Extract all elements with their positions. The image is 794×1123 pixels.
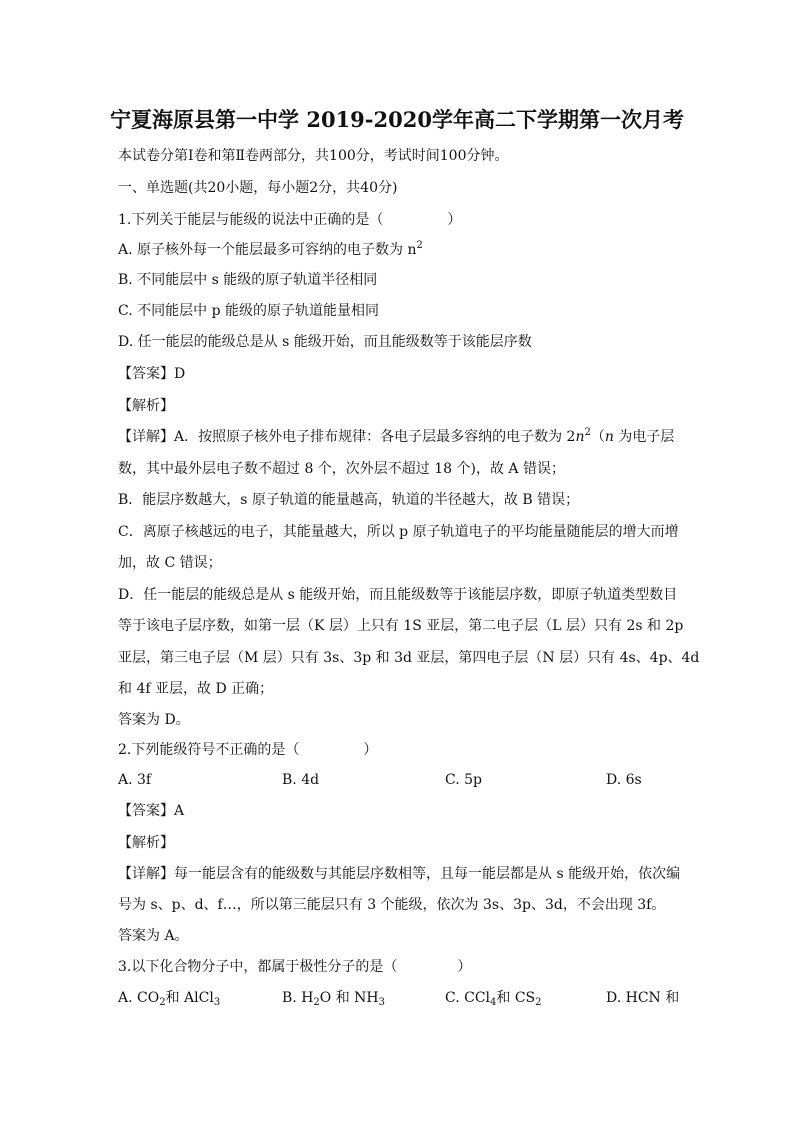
- q1-option-a: A. 原子核外每一个能层最多可容纳的电子数为 $n^2$: [118, 240, 423, 258]
- q1-option-d: D. 任一能层的能级总是从 s 能级开始，而且能级数等于该能层序数: [118, 334, 532, 350]
- q1-detail-line-2: 数，其中最外层电子数不超过 8 个，次外层不超过 18 个)，故 A 错误；: [118, 461, 565, 477]
- q1-analysis-label: 【解析】: [118, 398, 174, 414]
- q1-answer: 【答案】D: [118, 366, 186, 382]
- q1-detail-line-6: D．任一能层的能级总是从 s 能级开始，而且能级数等于该能层序数，即原子轨道类型数目: [118, 587, 678, 603]
- q1-detail-line-7: 等于该电子层序数，如第一层（K 层）上只有 1S 亚层，第二电子层（L 层）只有 2s 和 2p: [118, 618, 684, 634]
- section-heading: 一、单选题(共20小题，每小题2分，共40分): [118, 180, 398, 196]
- q3-option-c: C. CCl$_4$和 $CS_2$: [445, 990, 542, 1008]
- q1-detail-line-5: 加，故 C 错误；: [118, 555, 222, 571]
- q3-stem: 3.以下化合物分子中，都属于极性分子的是（ ）: [118, 959, 472, 975]
- q2-detail-line-2: 号为 s、p、d、f…，所以第三能层只有 3 个能级，依次为 3s、3p、3d，不会出现 3f。: [118, 897, 666, 913]
- q2-option-d: D. 6s: [606, 772, 642, 788]
- intro-text: 本试卷分第Ⅰ卷和第Ⅱ卷两部分，共100分，考试时间100分钟。: [118, 148, 509, 164]
- q1-stem: 1.下列关于能层与能级的说法中正确的是（ ）: [118, 212, 462, 228]
- q2-detail-line-1: 【详解】每一能层含有的能级数与其能层序数相等，且每一能层都是从 s 能级开始，依次编: [118, 866, 681, 882]
- q1-option-c: C. 不同能层中 p 能级的原子轨道能量相同: [118, 303, 379, 319]
- q3-option-a: A. $CO_2$和 AlCl$_3$: [118, 990, 221, 1008]
- q2-stem: 2.下列能级符号不正确的是（ ）: [118, 742, 378, 758]
- q1-detail-line-8: 亚层，第三电子层（M 层）只有 3s、3p 和 3d 亚层，第四电子层（N 层）只有 4s、4p、4d: [118, 650, 700, 666]
- page-title: 宁夏海原县第一中学 2019-2020学年高二下学期第一次月考: [110, 107, 684, 132]
- q1-option-b: B. 不同能层中 s 能级的原子轨道半径相同: [118, 272, 378, 288]
- q1-detail-line-4: C．离原子核越远的电子，其能量越大，所以 p 原子轨道电子的平均能量随能层的增大而增: [118, 524, 679, 540]
- q2-option-c: C. 5p: [445, 772, 482, 788]
- q1-detail-line-3: B．能层序数越大，s 原子轨道的能量越高，轨道的半径越大，故 B 错误；: [118, 492, 580, 508]
- q3-option-d: D. HCN 和: [606, 990, 680, 1006]
- q2-analysis-label: 【解析】: [118, 835, 174, 851]
- q2-option-a: A. 3f: [118, 772, 152, 788]
- q2-answer: 【答案】A: [118, 803, 185, 819]
- q3-option-b: B. $H_2O$ 和 $NH_3$: [282, 990, 385, 1008]
- q2-option-b: B. 4d: [282, 772, 320, 788]
- q1-detail-line-1: 【详解】A．按照原子核外电子排布规律：各电子层最多容纳的电子数为 $2n^2(n$ 为电子层: [118, 427, 675, 445]
- q1-detail-line-10: 答案为 D。: [118, 712, 190, 728]
- q1-detail-line-9: 和 4f 亚层，故 D 正确；: [118, 681, 274, 697]
- q2-detail-line-3: 答案为 A。: [118, 928, 189, 944]
